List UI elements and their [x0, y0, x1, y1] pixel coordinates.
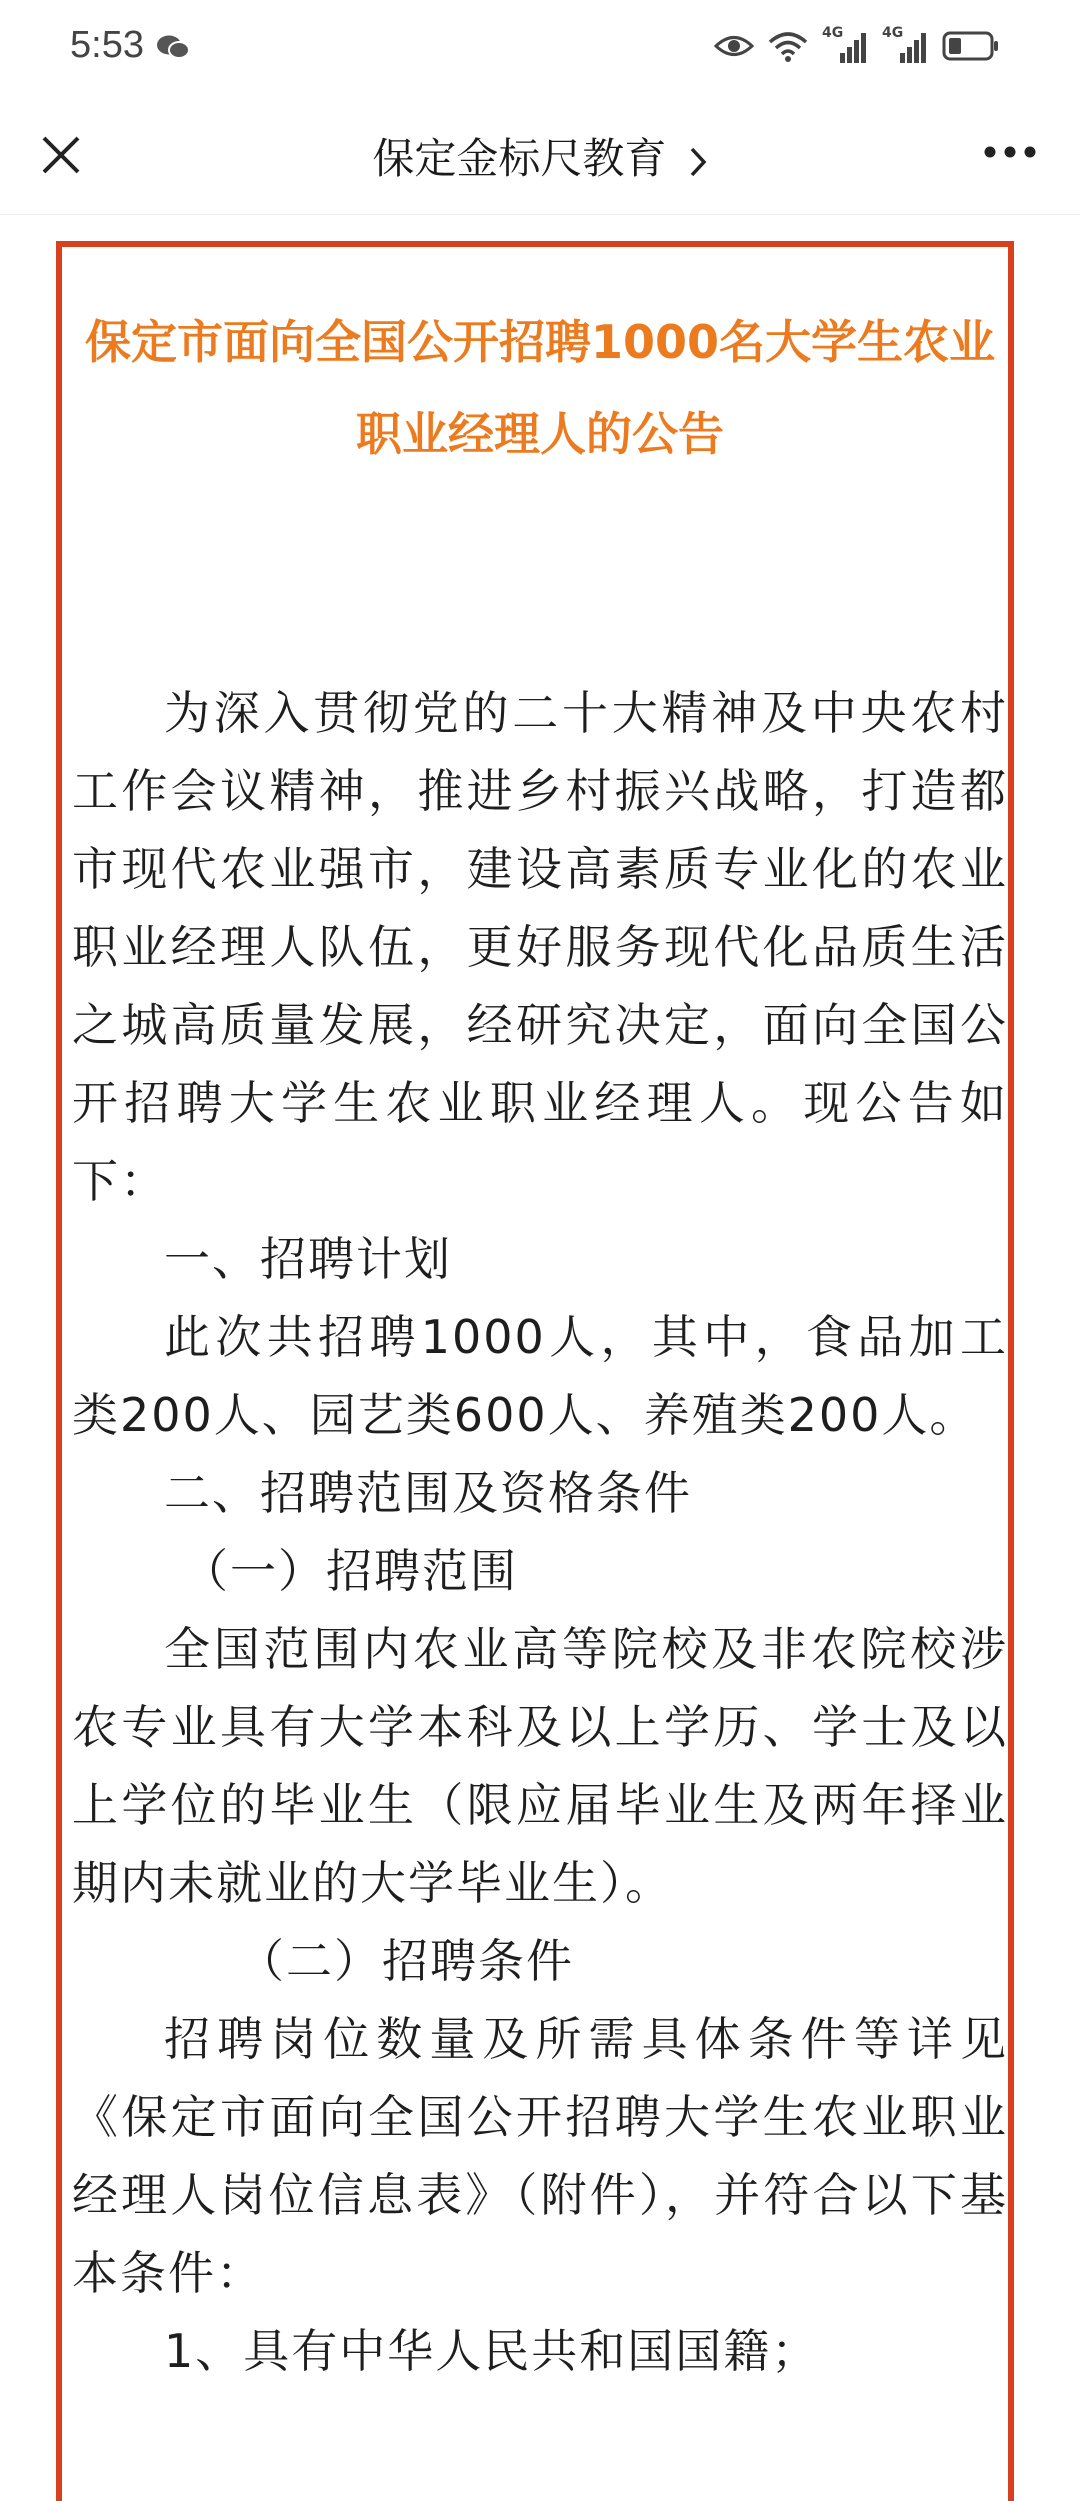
wechat-icon [156, 34, 190, 60]
paragraph: 全国范围内农业高等院校及非农院校涉农专业具有大学本科及以上学历、学士及以上学位的毕业生（限应届毕业生及两年择业期内未就业的大学毕业生）。 [72, 1622, 1008, 1910]
article-body [72, 674, 1008, 2390]
title-bar [0, 96, 1080, 215]
eye-icon [714, 33, 754, 59]
paragraph: 此次共招聘1000人，其中，食品加工类200人、园艺类600人、养殖类200人。 [72, 1310, 1008, 1442]
signal-4g-icon: 4G [882, 27, 928, 65]
signal-4g-icon: 4G [822, 27, 868, 65]
page-title-link[interactable] [0, 126, 1080, 186]
status-bar [0, 0, 1080, 96]
list-item: 1、具有中华人民共和国国籍； [164, 2324, 820, 2378]
more-button[interactable] [970, 132, 1050, 172]
status-time: 5:53 [70, 24, 144, 66]
section-heading: 二、招聘范围及资格条件 [164, 1466, 692, 1520]
status-icons [714, 26, 1000, 66]
wifi-icon [768, 30, 808, 62]
subsection-heading: （二）招聘条件 [238, 1934, 574, 1988]
battery-icon [942, 30, 1000, 62]
article-title: 保定市面向全国公开招聘1000名大学生农业职业经理人的公告 [84, 315, 996, 461]
section-heading: 一、招聘计划 [164, 1232, 452, 1286]
more-icon [970, 132, 1050, 172]
page-title: 保定金标尺教育 [372, 134, 667, 183]
paragraph: 为深入贯彻党的二十大精神及中央农村工作会议精神，推进乡村振兴战略，打造都市现代农业强市，建设高素质专业化的农业职业经理人队伍，更好服务现代化品质生活之城高质量发展，经研究决定，面向全国公开招聘大学生农业职业经理人。现公告如下： [72, 686, 1008, 1208]
chevron-right-icon [688, 145, 708, 179]
paragraph: 招聘岗位数量及所需具体条件等详见《保定市面向全国公开招聘大学生农业职业经理人岗位信息表》（附件），并符合以下基本条件： [72, 2012, 1008, 2300]
subsection-heading: （一）招聘范围 [182, 1544, 518, 1598]
